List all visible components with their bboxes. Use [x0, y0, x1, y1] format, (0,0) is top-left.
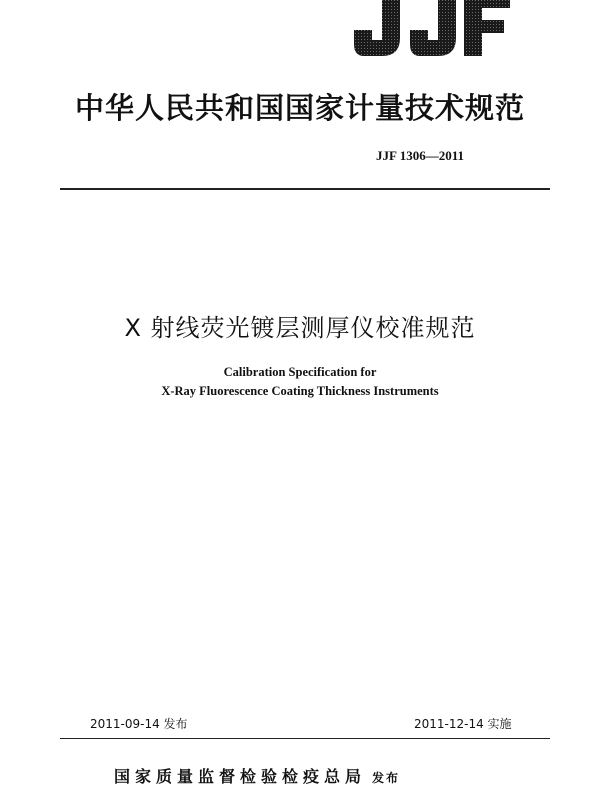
publish-label: 发布 — [372, 771, 401, 785]
implementation-date: 2011-12-14 实施 — [414, 717, 512, 731]
jjf-logo-icon — [352, 0, 512, 58]
issuing-body-title: 中华人民共和国国家计量技术规范 — [74, 91, 525, 125]
issue-date: 2011-09-14 发布 — [90, 717, 188, 731]
footer-divider — [60, 738, 550, 739]
en-title-line-2: X-Ray Fluorescence Coating Thickness Instruments — [161, 384, 439, 398]
standard-code: JJF 1306—2011 — [376, 148, 464, 163]
en-title-line-1: Calibration Specification for — [223, 365, 377, 379]
header-divider — [60, 188, 550, 190]
publisher-name: 国家质量监督检验检疫总局 — [114, 767, 367, 786]
publisher-row — [114, 764, 400, 787]
document-title-en — [0, 363, 600, 401]
document-title-zh: X 射线荧光镀层测厚仪校准规范 — [124, 314, 476, 342]
